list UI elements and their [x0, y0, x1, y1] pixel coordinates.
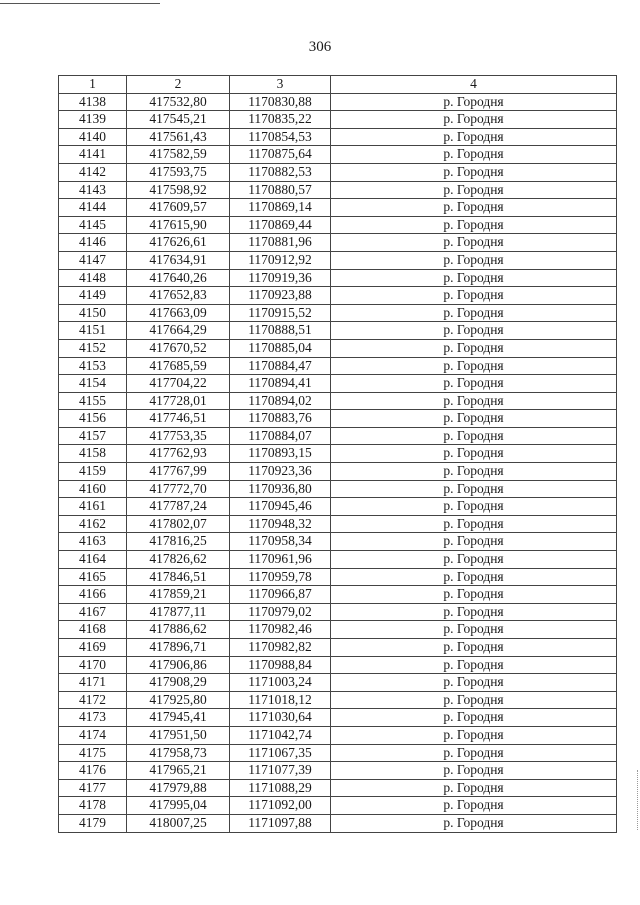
y-coordinate-cell: 1170912,92	[230, 251, 331, 269]
table-row	[59, 199, 617, 217]
x-coordinate-cell: 417652,83	[127, 287, 230, 305]
table-row	[59, 709, 617, 727]
table-row	[59, 304, 617, 322]
table-row	[59, 533, 617, 551]
x-coordinate-cell: 417626,61	[127, 234, 230, 252]
point-number-cell: 4153	[59, 357, 127, 375]
table-row	[59, 322, 617, 340]
table-row	[59, 779, 617, 797]
description-cell: р. Городня	[331, 498, 617, 516]
y-coordinate-cell: 1170882,53	[230, 163, 331, 181]
description-cell: р. Городня	[331, 304, 617, 322]
point-number-cell: 4167	[59, 603, 127, 621]
table-row	[59, 375, 617, 393]
table-row	[59, 515, 617, 533]
description-cell: р. Городня	[331, 797, 617, 815]
x-coordinate-cell: 417634,91	[127, 251, 230, 269]
y-coordinate-cell: 1171018,12	[230, 691, 331, 709]
y-coordinate-cell: 1170894,41	[230, 375, 331, 393]
description-cell: р. Городня	[331, 392, 617, 410]
description-cell: р. Городня	[331, 111, 617, 129]
point-number-cell: 4173	[59, 709, 127, 727]
y-coordinate-cell: 1171088,29	[230, 779, 331, 797]
table-row	[59, 216, 617, 234]
point-number-cell: 4155	[59, 392, 127, 410]
header-col-1: 1	[59, 76, 127, 94]
y-coordinate-cell: 1170869,44	[230, 216, 331, 234]
x-coordinate-cell: 417886,62	[127, 621, 230, 639]
y-coordinate-cell: 1170959,78	[230, 568, 331, 586]
x-coordinate-cell: 417728,01	[127, 392, 230, 410]
description-cell: р. Городня	[331, 709, 617, 727]
table-row	[59, 762, 617, 780]
x-coordinate-cell: 417908,29	[127, 674, 230, 692]
description-cell: р. Городня	[331, 691, 617, 709]
x-coordinate-cell: 417704,22	[127, 375, 230, 393]
x-coordinate-cell: 417906,86	[127, 656, 230, 674]
y-coordinate-cell: 1170966,87	[230, 586, 331, 604]
x-coordinate-cell: 417995,04	[127, 797, 230, 815]
point-number-cell: 4154	[59, 375, 127, 393]
point-number-cell: 4147	[59, 251, 127, 269]
y-coordinate-cell: 1170988,84	[230, 656, 331, 674]
table-header	[59, 76, 617, 94]
description-cell: р. Городня	[331, 480, 617, 498]
y-coordinate-cell: 1170883,76	[230, 410, 331, 428]
point-number-cell: 4164	[59, 551, 127, 569]
table-row	[59, 410, 617, 428]
x-coordinate-cell: 417965,21	[127, 762, 230, 780]
y-coordinate-cell: 1170961,96	[230, 551, 331, 569]
description-cell: р. Городня	[331, 445, 617, 463]
point-number-cell: 4179	[59, 814, 127, 832]
x-coordinate-cell: 417598,92	[127, 181, 230, 199]
description-cell: р. Городня	[331, 339, 617, 357]
x-coordinate-cell: 417615,90	[127, 216, 230, 234]
y-coordinate-cell: 1170923,88	[230, 287, 331, 305]
table-row	[59, 797, 617, 815]
table-row	[59, 269, 617, 287]
y-coordinate-cell: 1170979,02	[230, 603, 331, 621]
y-coordinate-cell: 1170982,46	[230, 621, 331, 639]
table-row	[59, 234, 617, 252]
point-number-cell: 4170	[59, 656, 127, 674]
y-coordinate-cell: 1171003,24	[230, 674, 331, 692]
point-number-cell: 4146	[59, 234, 127, 252]
x-coordinate-cell: 417593,75	[127, 163, 230, 181]
point-number-cell: 4163	[59, 533, 127, 551]
x-coordinate-cell: 417896,71	[127, 639, 230, 657]
y-coordinate-cell: 1171030,64	[230, 709, 331, 727]
header-col-2: 2	[127, 76, 230, 94]
table-row	[59, 463, 617, 481]
x-coordinate-cell: 417685,59	[127, 357, 230, 375]
x-coordinate-cell: 417802,07	[127, 515, 230, 533]
top-edge-rule	[0, 3, 160, 4]
point-number-cell: 4172	[59, 691, 127, 709]
description-cell: р. Городня	[331, 515, 617, 533]
table-row	[59, 639, 617, 657]
description-cell: р. Городня	[331, 322, 617, 340]
x-coordinate-cell: 417958,73	[127, 744, 230, 762]
y-coordinate-cell: 1170936,80	[230, 480, 331, 498]
y-coordinate-cell: 1171092,00	[230, 797, 331, 815]
description-cell: р. Городня	[331, 568, 617, 586]
x-coordinate-cell: 417670,52	[127, 339, 230, 357]
point-number-cell: 4158	[59, 445, 127, 463]
description-cell: р. Городня	[331, 586, 617, 604]
page-number: 306	[308, 39, 332, 55]
y-coordinate-cell: 1171097,88	[230, 814, 331, 832]
description-cell: р. Городня	[331, 269, 617, 287]
description-cell: р. Городня	[331, 814, 617, 832]
y-coordinate-cell: 1171042,74	[230, 726, 331, 744]
description-cell: р. Городня	[331, 181, 617, 199]
table-row	[59, 146, 617, 164]
point-number-cell: 4177	[59, 779, 127, 797]
description-cell: р. Городня	[331, 463, 617, 481]
table-row	[59, 498, 617, 516]
x-coordinate-cell: 417767,99	[127, 463, 230, 481]
y-coordinate-cell: 1170894,02	[230, 392, 331, 410]
y-coordinate-cell: 1170982,82	[230, 639, 331, 657]
point-number-cell: 4160	[59, 480, 127, 498]
table-row	[59, 603, 617, 621]
description-cell: р. Городня	[331, 656, 617, 674]
y-coordinate-cell: 1170884,07	[230, 427, 331, 445]
x-coordinate-cell: 417925,80	[127, 691, 230, 709]
point-number-cell: 4161	[59, 498, 127, 516]
table-row	[59, 656, 617, 674]
table-row	[59, 744, 617, 762]
x-coordinate-cell: 417532,80	[127, 93, 230, 111]
point-number-cell: 4169	[59, 639, 127, 657]
point-number-cell: 4139	[59, 111, 127, 129]
y-coordinate-cell: 1170915,52	[230, 304, 331, 322]
table-row	[59, 691, 617, 709]
description-cell: р. Городня	[331, 779, 617, 797]
description-cell: р. Городня	[331, 163, 617, 181]
description-cell: р. Городня	[331, 234, 617, 252]
description-cell: р. Городня	[331, 674, 617, 692]
description-cell: р. Городня	[331, 410, 617, 428]
point-number-cell: 4145	[59, 216, 127, 234]
x-coordinate-cell: 417762,93	[127, 445, 230, 463]
header-col-4: 4	[331, 76, 617, 94]
x-coordinate-cell: 417561,43	[127, 128, 230, 146]
point-number-cell: 4152	[59, 339, 127, 357]
margin-scan-marks	[635, 770, 638, 830]
point-number-cell: 4142	[59, 163, 127, 181]
header-col-3: 3	[230, 76, 331, 94]
table-row	[59, 814, 617, 832]
x-coordinate-cell: 417664,29	[127, 322, 230, 340]
y-coordinate-cell: 1171077,39	[230, 762, 331, 780]
point-number-cell: 4140	[59, 128, 127, 146]
y-coordinate-cell: 1170854,53	[230, 128, 331, 146]
y-coordinate-cell: 1170880,57	[230, 181, 331, 199]
y-coordinate-cell: 1170945,46	[230, 498, 331, 516]
table-row	[59, 551, 617, 569]
x-coordinate-cell: 417846,51	[127, 568, 230, 586]
description-cell: р. Городня	[331, 216, 617, 234]
point-number-cell: 4138	[59, 93, 127, 111]
description-cell: р. Городня	[331, 639, 617, 657]
table-row	[59, 128, 617, 146]
x-coordinate-cell: 417787,24	[127, 498, 230, 516]
point-number-cell: 4168	[59, 621, 127, 639]
description-cell: р. Городня	[331, 726, 617, 744]
y-coordinate-cell: 1170869,14	[230, 199, 331, 217]
x-coordinate-cell: 417772,70	[127, 480, 230, 498]
y-coordinate-cell: 1170881,96	[230, 234, 331, 252]
y-coordinate-cell: 1170919,36	[230, 269, 331, 287]
header-row	[59, 76, 617, 94]
table-row	[59, 181, 617, 199]
description-cell: р. Городня	[331, 427, 617, 445]
description-cell: р. Городня	[331, 744, 617, 762]
point-number-cell: 4143	[59, 181, 127, 199]
y-coordinate-cell: 1170835,22	[230, 111, 331, 129]
x-coordinate-cell: 417859,21	[127, 586, 230, 604]
table-row	[59, 93, 617, 111]
point-number-cell: 4178	[59, 797, 127, 815]
point-number-cell: 4141	[59, 146, 127, 164]
table-row	[59, 287, 617, 305]
y-coordinate-cell: 1170948,32	[230, 515, 331, 533]
y-coordinate-cell: 1170875,64	[230, 146, 331, 164]
description-cell: р. Городня	[331, 128, 617, 146]
x-coordinate-cell: 417826,62	[127, 551, 230, 569]
table-row	[59, 674, 617, 692]
table-row	[59, 163, 617, 181]
y-coordinate-cell: 1170958,34	[230, 533, 331, 551]
x-coordinate-cell: 417951,50	[127, 726, 230, 744]
description-cell: р. Городня	[331, 199, 617, 217]
description-cell: р. Городня	[331, 251, 617, 269]
coordinates-table	[58, 75, 617, 833]
x-coordinate-cell: 417877,11	[127, 603, 230, 621]
table-body	[59, 93, 617, 832]
table-row	[59, 480, 617, 498]
description-cell: р. Городня	[331, 93, 617, 111]
y-coordinate-cell: 1170885,04	[230, 339, 331, 357]
point-number-cell: 4149	[59, 287, 127, 305]
table-row	[59, 339, 617, 357]
point-number-cell: 4165	[59, 568, 127, 586]
point-number-cell: 4175	[59, 744, 127, 762]
point-number-cell: 4148	[59, 269, 127, 287]
description-cell: р. Городня	[331, 603, 617, 621]
description-cell: р. Городня	[331, 762, 617, 780]
x-coordinate-cell: 417746,51	[127, 410, 230, 428]
description-cell: р. Городня	[331, 551, 617, 569]
y-coordinate-cell: 1170888,51	[230, 322, 331, 340]
point-number-cell: 4174	[59, 726, 127, 744]
description-cell: р. Городня	[331, 533, 617, 551]
table-row	[59, 445, 617, 463]
y-coordinate-cell: 1170884,47	[230, 357, 331, 375]
table-row	[59, 111, 617, 129]
description-cell: р. Городня	[331, 146, 617, 164]
x-coordinate-cell: 417753,35	[127, 427, 230, 445]
point-number-cell: 4162	[59, 515, 127, 533]
x-coordinate-cell: 417582,59	[127, 146, 230, 164]
table-row	[59, 392, 617, 410]
y-coordinate-cell: 1170893,15	[230, 445, 331, 463]
description-cell: р. Городня	[331, 357, 617, 375]
table-row	[59, 251, 617, 269]
point-number-cell: 4144	[59, 199, 127, 217]
x-coordinate-cell: 417545,21	[127, 111, 230, 129]
table-row	[59, 621, 617, 639]
y-coordinate-cell: 1171067,35	[230, 744, 331, 762]
x-coordinate-cell: 418007,25	[127, 814, 230, 832]
table-row	[59, 357, 617, 375]
table-row	[59, 586, 617, 604]
description-cell: р. Городня	[331, 287, 617, 305]
y-coordinate-cell: 1170923,36	[230, 463, 331, 481]
point-number-cell: 4159	[59, 463, 127, 481]
description-cell: р. Городня	[331, 621, 617, 639]
x-coordinate-cell: 417609,57	[127, 199, 230, 217]
point-number-cell: 4157	[59, 427, 127, 445]
point-number-cell: 4156	[59, 410, 127, 428]
table-row	[59, 568, 617, 586]
x-coordinate-cell: 417979,88	[127, 779, 230, 797]
x-coordinate-cell: 417663,09	[127, 304, 230, 322]
point-number-cell: 4150	[59, 304, 127, 322]
x-coordinate-cell: 417640,26	[127, 269, 230, 287]
point-number-cell: 4176	[59, 762, 127, 780]
description-cell: р. Городня	[331, 375, 617, 393]
table-row	[59, 726, 617, 744]
table-row	[59, 427, 617, 445]
x-coordinate-cell: 417816,25	[127, 533, 230, 551]
y-coordinate-cell: 1170830,88	[230, 93, 331, 111]
point-number-cell: 4171	[59, 674, 127, 692]
x-coordinate-cell: 417945,41	[127, 709, 230, 727]
point-number-cell: 4166	[59, 586, 127, 604]
point-number-cell: 4151	[59, 322, 127, 340]
